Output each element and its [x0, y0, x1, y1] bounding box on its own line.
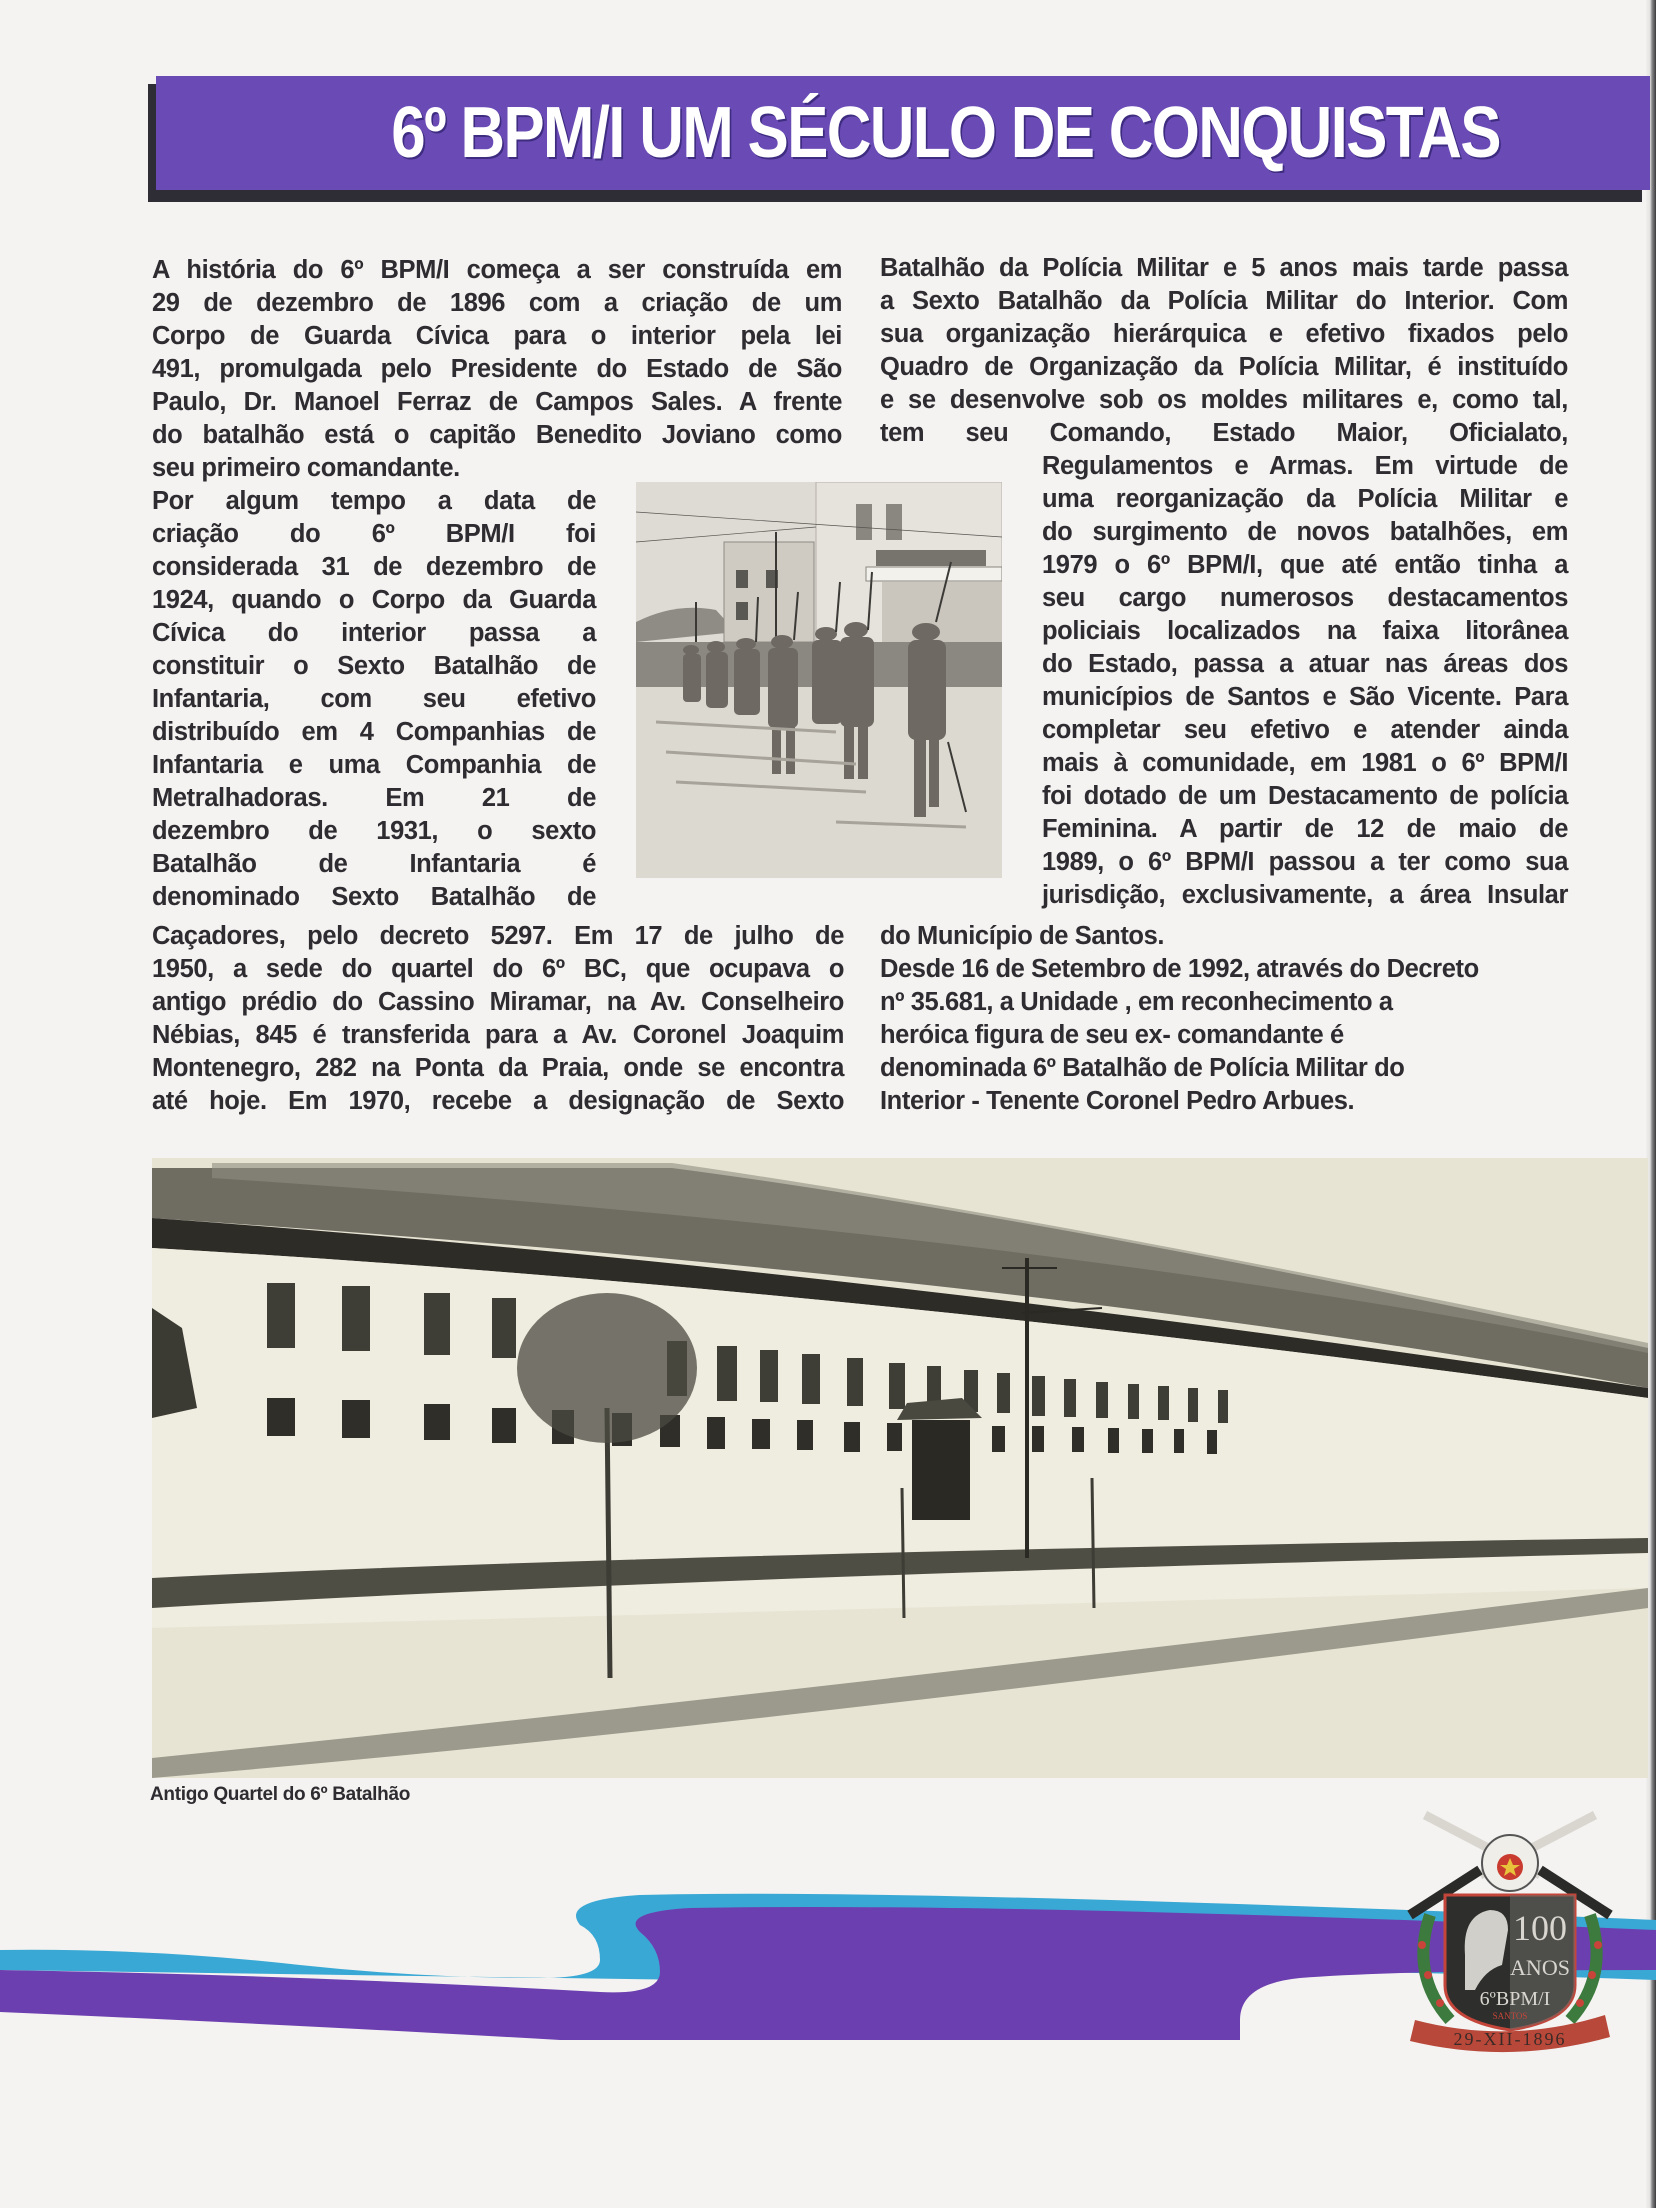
article-col2-wrapped — [1042, 450, 1568, 912]
text-line: heróica figura de seu ex- comandante é — [880, 1021, 1344, 1049]
text-line: 1924, quando o Corpo da Guarda — [152, 586, 596, 614]
svg-text:ANOS: ANOS — [1510, 1955, 1570, 1980]
text-line: dezembro de 1931, o sexto — [152, 817, 596, 845]
text-line: denominada 6º Batalhão de Polícia Militar do — [880, 1054, 1405, 1082]
text-line: Montenegro, 282 na Ponta da Praia, onde se encontra — [152, 1054, 844, 1082]
text-line: A história do 6º BPM/I começa a ser construída em — [152, 256, 842, 284]
text-line: Por algum tempo a data de — [152, 487, 596, 515]
text-line: considerada 31 de dezembro de — [152, 553, 596, 581]
battalion-crest-icon — [1390, 1805, 1630, 2055]
text-line: 1950, a sede do quartel do 6º BC, que ocupava o — [152, 955, 844, 983]
text-line: do batalhão está o capitão Benedito Joviano como — [152, 421, 842, 449]
text-line: 1979 o 6º BPM/I, que até então tinha a — [1042, 551, 1568, 579]
text-line: do surgimento de novos batalhões, em — [1042, 518, 1568, 546]
text-line: 29 de dezembro de 1896 com a criação de um — [152, 289, 842, 317]
text-line: Infantaria, com seu efetivo — [152, 685, 596, 713]
text-line: uma reorganização da Polícia Militar e — [1042, 485, 1568, 513]
svg-text:29-XII-1896: 29-XII-1896 — [1453, 2029, 1567, 2049]
text-line: Quadro de Organização da Polícia Militar, é instituído — [880, 353, 1568, 381]
text-line: nº 35.681, a Unidade , em reconhecimento a — [880, 988, 1393, 1016]
text-line: Batalhão da Polícia Militar e 5 anos mais tarde passa — [880, 254, 1568, 282]
text-line: policiais localizados na faixa litorânea — [1042, 617, 1568, 645]
page-title: 6º BPM/I UM SÉCULO DE CONQUISTAS — [391, 93, 1501, 173]
parade-illustration — [636, 482, 1002, 878]
text-line: 491, promulgada pelo Presidente do Estado de São — [152, 355, 842, 383]
text-line: Desde 16 de Setembro de 1992, através do Decreto — [880, 955, 1479, 983]
article-col2-end — [880, 920, 1580, 1118]
text-line: Regulamentos e Armas. Em virtude de — [1042, 452, 1568, 480]
text-line: foi dotado de um Destacamento de polícia — [1042, 782, 1568, 810]
article-col1-end — [152, 920, 844, 1118]
text-line: sua organização hierárquica e efetivo fixados pelo — [880, 320, 1568, 348]
text-line: Cívica do interior passa a — [152, 619, 596, 647]
article-col1-intro — [152, 254, 842, 485]
text-line: Feminina. A partir de 12 de maio de — [1042, 815, 1568, 843]
text-line: completar seu efetivo e atender ainda — [1042, 716, 1568, 744]
text-line: e se desenvolve sob os moldes militares e, como tal, — [880, 386, 1568, 414]
text-line: mais à comunidade, em 1981 o 6º BPM/I — [1042, 749, 1568, 777]
text-line: do Estado, passa a atuar nas áreas dos — [1042, 650, 1568, 678]
article-col2-top — [880, 252, 1568, 450]
article-col1-wrapped — [152, 485, 596, 914]
text-line: antigo prédio do Cassino Miramar, na Av. Conselheiro — [152, 988, 844, 1016]
text-line: seu cargo numerosos destacamentos — [1042, 584, 1568, 612]
text-line: municípios de Santos e São Vicente. Para — [1042, 683, 1568, 711]
text-line: Corpo de Guarda Cívica para o interior pela lei — [152, 322, 842, 350]
text-line: tem seu Comando, Estado Maior, Oficialato, — [880, 419, 1568, 447]
text-line: jurisdição, exclusivamente, a área Insular — [1042, 881, 1568, 909]
text-line: Paulo, Dr. Manoel Ferraz de Campos Sales. A frente — [152, 388, 842, 416]
title-banner — [156, 76, 1650, 190]
text-line: denominado Sexto Batalhão de — [152, 883, 596, 911]
barracks-caption: Antigo Quartel do 6º Batalhão — [150, 1784, 411, 1805]
text-line: Interior - Tenente Coronel Pedro Arbues. — [880, 1087, 1355, 1115]
text-line: Batalhão de Infantaria é — [152, 850, 596, 878]
svg-text:6ºBPM/I: 6ºBPM/I — [1479, 1988, 1551, 2010]
text-line: distribuído em 4 Companhias de — [152, 718, 596, 746]
parade-photo — [636, 482, 1002, 878]
text-line: Nébias, 845 é transferida para a Av. Coronel Joaquim — [152, 1021, 844, 1049]
text-line: Metralhadoras. Em 21 de — [152, 784, 596, 812]
text-line: constituir o Sexto Batalhão de — [152, 652, 596, 680]
text-line: criação do 6º BPM/I foi — [152, 520, 596, 548]
text-line: a Sexto Batalhão da Polícia Militar do Interior. Com — [880, 287, 1568, 315]
text-line: seu primeiro comandante. — [152, 454, 460, 482]
text-line: até hoje. Em 1970, recebe a designação de Sexto — [152, 1087, 844, 1115]
svg-text:100: 100 — [1513, 1908, 1567, 1948]
text-line: Caçadores, pelo decreto 5297. Em 17 de julho de — [152, 922, 844, 950]
barracks-illustration — [152, 1158, 1648, 1778]
barracks-photo — [152, 1158, 1648, 1778]
text-line: Infantaria e uma Companhia de — [152, 751, 596, 779]
svg-text:SANTOS: SANTOS — [1492, 2011, 1528, 2021]
text-line: 1989, o 6º BPM/I passou a ter como sua — [1042, 848, 1568, 876]
text-line: do Município de Santos. — [880, 922, 1165, 950]
